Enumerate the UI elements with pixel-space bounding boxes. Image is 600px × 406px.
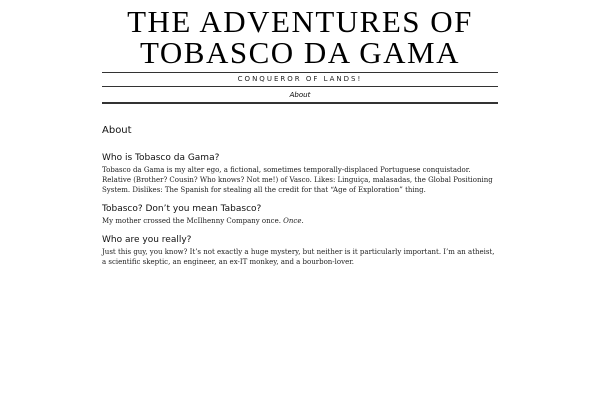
faq-answer-text: My mother crossed the McIlhenny Company once.: [102, 217, 284, 225]
site-title-line-2: TOBASCO DA GAMA: [140, 35, 460, 70]
nav-item-about[interactable]: About: [289, 91, 311, 99]
faq-answer-emphasis: Once: [283, 217, 302, 225]
faq-question: Who are you really?: [102, 235, 192, 245]
page-wrapper: [102, 6, 498, 267]
faq-answer: Just this guy, you know? It’s not exactly a huge mystery, but neither is it particularly important. I’m an atheist, a scientific skeptic, an engineer, an ex-IT monkey, and a bourbon-lover.: [102, 248, 495, 266]
site-tagline: CONQUEROR OF LANDS!: [237, 75, 363, 83]
tagline-bar: [102, 72, 498, 87]
main-nav: [102, 88, 498, 104]
site-title-link[interactable]: [127, 4, 473, 70]
site-header: [102, 6, 498, 104]
page-title: About: [102, 125, 132, 136]
main-content: [102, 125, 498, 267]
site-title: [102, 6, 498, 68]
faq-section-tabasco: [102, 204, 498, 226]
site-title-line-1: THE ADVENTURES OF: [127, 4, 473, 39]
faq-question: Tobasco? Don’t you mean Tabasco?: [102, 204, 262, 214]
faq-question: Who is Tobasco da Gama?: [102, 153, 220, 163]
faq-section-who-is: [102, 153, 498, 195]
faq-answer: [102, 216, 498, 226]
faq-answer: Tobasco da Gama is my alter ego, a fictional, sometimes temporally-displaced Portuguese conquistador. Relative (Brother? Cousin? Who knows? Not me!) of Vasco. Likes: Linguiça, malasadas, the Global Positioning System. Dislikes: The Spanish for stealing all the credit for that “Age of Exploration” thing.: [102, 166, 493, 194]
faq-answer-suffix: .: [301, 217, 304, 225]
faq-section-who-really: [102, 235, 498, 267]
